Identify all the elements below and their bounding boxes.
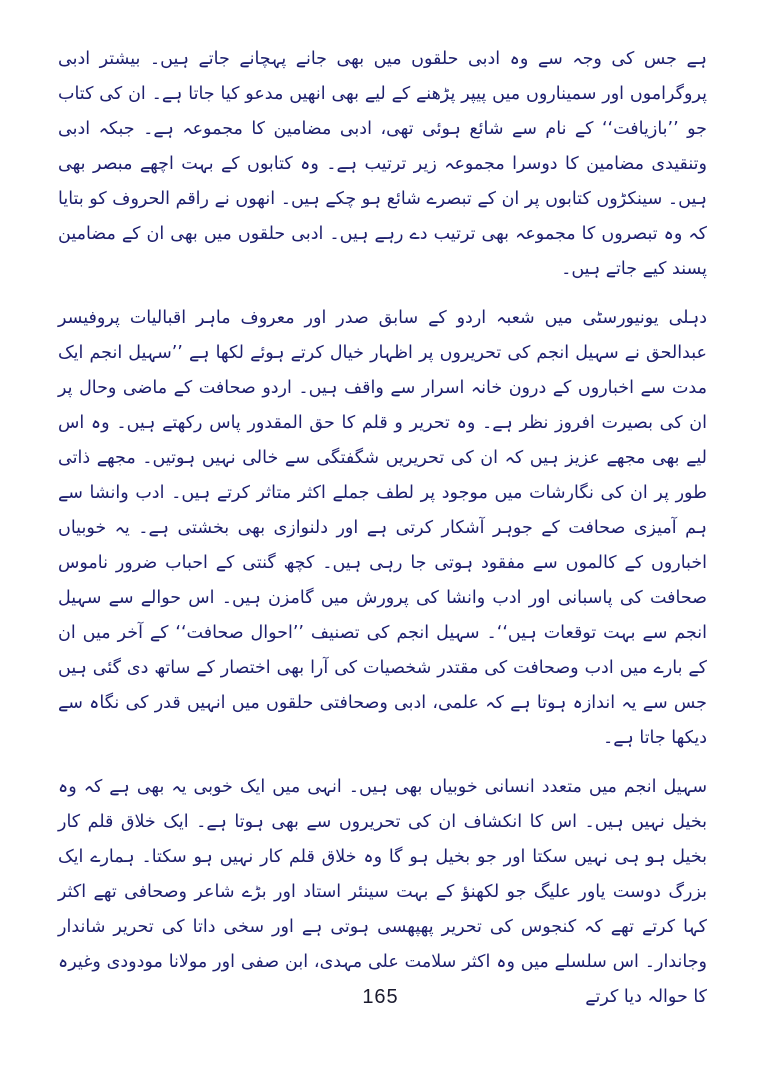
paragraph-2: دہلی یونیورسٹی میں شعبہ اردو کے سابق صدر اور معروف ماہر اقبالیات پروفیسر عبدالحق نے سہیل انجم کی تحریروں پر اظہار خیال کرتے ہوئے لکھا ہے ’’سہیل انجم ایک مدت سے اخباروں کے درون خانہ اسرار سے واقف ہیں۔ اردو صحافت کے ماضی وحال پر ان کی بصیرت افروز نظر ہے۔ وہ تحریر و قلم کا حق المقدور پاس رکھتے ہیں۔ وہ اس لیے بھی مجھے عزیز ہیں کہ ان کی تحریریں شگفتگی سے خالی نہیں ہوتیں۔ مجھے ذاتی طور پر ان کی نگارشات میں موجود پر لطف جملے اکثر متاثر کرتے ہیں۔ ادب وانشا سے ہم آمیزی صحافت کے جوہر آشکار کرتی ہے اور دلنوازی بھی بخشتی ہے۔ یہ خوبیاں اخباروں کے کالموں سے مفقود ہوتی جا رہی ہیں۔ کچھ گنتی کے احباب ضرور ناموس صحافت کی پاسبانی اور ادب وانشا کی پرورش میں گامزن ہیں۔ اس حوالے سے سہیل انجم سے بہت توقعات ہیں‘‘۔ سہیل انجم کی تصنیف ’’احوال صحافت‘‘ کے آخر میں ان کے بارے میں ادب وصحافت کی مقتدر شخصیات کی آرا بھی اختصار کے ساتھ دی گئی ہیں جس سے یہ اندازہ ہوتا ہے کہ علمی، ادبی وصحافتی حلقوں میں انہیں قدر کی نگاہ سے دیکھا جاتا ہے۔	[58, 308, 707, 748]
paragraph-3: سہیل انجم میں متعدد انسانی خوبیاں بھی ہیں۔ انہی میں ایک خوبی یہ بھی ہے کہ وہ بخیل نہیں ہیں۔ اس کا انکشاف ان کی تحریروں سے بھی ہوتا ہے۔ ایک خلاق قلم کار بخیل ہو ہی نہیں سکتا اور جو بخیل ہو گا وہ خلاق قلم کار نہیں ہو سکتا۔ ہمارے ایک بزرگ دوست یاور علیگ جو لکھنؤ کے بہت سینئر استاد اور بڑے شاعر وصحافی تھے اکثر کہا کرتے تھے کہ کنجوس کی تحریر پھپھسی ہوتی ہے اور سخی داتا کی تحریر شاندار وجاندار۔ اس سلسلے میں وہ اکثر سلامت علی مہدی، ابن صفی اور مولانا مودودی وغیرہ کا حوالہ دیا کرتے	[58, 777, 707, 1007]
page-number: 165	[362, 986, 399, 1008]
paragraph-1: ہے جس کی وجہ سے وہ ادبی حلقوں میں بھی جانے پہچانے جاتے ہیں۔ بیشتر ادبی پروگراموں اور سمیناروں میں پیپر پڑھنے کے لیے بھی انھیں مدعو کیا جاتا ہے۔ ان کی کتاب جو ’’بازیافت‘‘ کے نام سے شائع ہوئی تھی، ادبی مضامین کا مجموعہ ہے۔ جبکہ ادبی وتنقیدی مضامین کا دوسرا مجموعہ زیر ترتیب ہے۔ وہ کتابوں کے بہت اچھے مبصر بھی ہیں۔ سینکڑوں کتابوں پر ان کے تبصرے شائع ہو چکے ہیں۔ انھوں نے راقم الحروف کو بتایا کہ وہ تبصروں کا مجموعہ بھی ترتیب دے رہے ہیں۔ ادبی حلقوں میں بھی ان کے مضامین پسند کیے جاتے ہیں۔	[58, 49, 707, 279]
